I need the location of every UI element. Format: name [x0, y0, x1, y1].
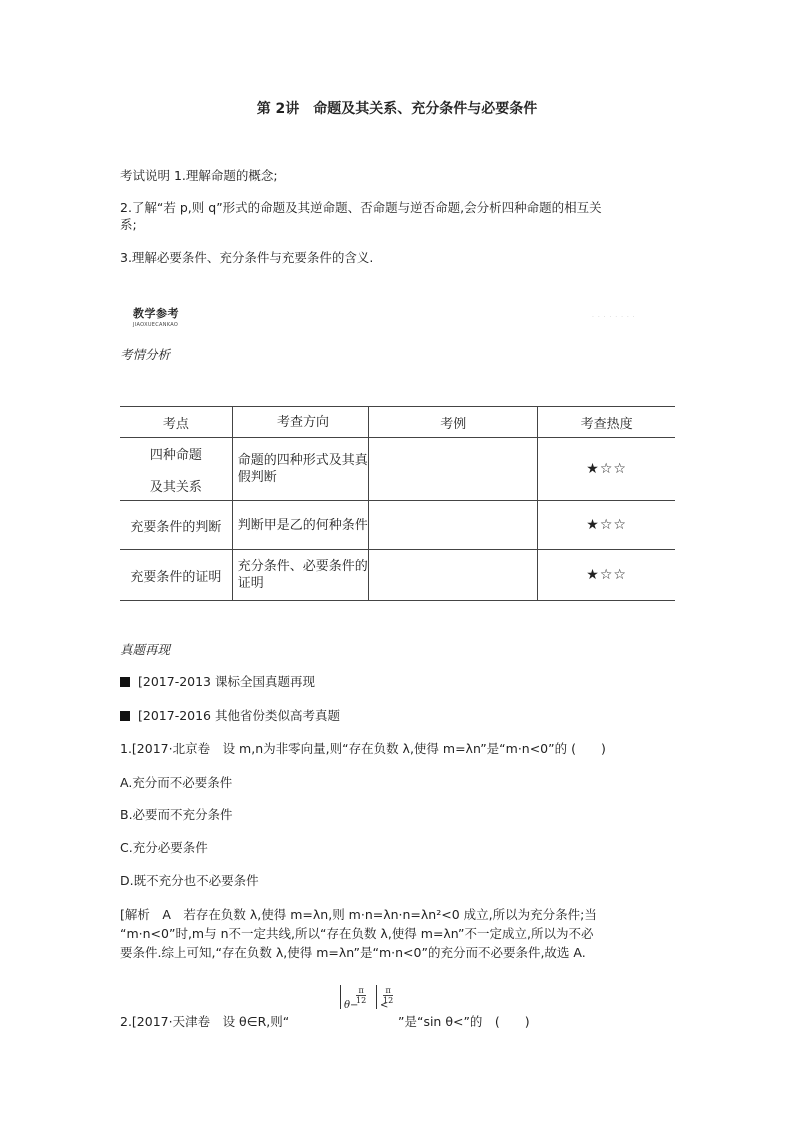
question-1-option-a: A.充分而不必要条件 [120, 775, 233, 790]
cell-example [369, 550, 538, 601]
square-bullet-icon [120, 677, 130, 687]
cell-heat: ★☆☆ [538, 501, 675, 550]
cell-direction: 命题的四种形式及其真假判断 [232, 438, 369, 501]
question-2-fraction-2: $\frac{\pi}{12}$ [383, 986, 394, 1005]
cell-example [369, 438, 538, 501]
exam-note-1: 考试说明 1.理解命题的概念; [120, 168, 278, 183]
abs-bar-left [340, 985, 341, 1009]
table-row [120, 550, 675, 601]
cell-heat: ★☆☆ [538, 550, 675, 601]
question-2-less-than: < [380, 1000, 389, 1011]
question-1-stem: 1.[2017·北京卷 设 m,n为非零向量,则“存在负数 λ,使得 m=λn”是“m·n<0”的 ( ) [120, 741, 606, 756]
page-title: 第 2讲 命题及其关系、充分条件与必要条件 [256, 101, 538, 117]
question-1-option-b: B.必要而不充分条件 [120, 807, 233, 822]
square-bullet-icon [120, 711, 130, 721]
question-2-theta: θ− [344, 1000, 359, 1011]
cell-direction: 判断甲是乙的何种条件 [232, 501, 369, 550]
exam-note-3: 3.理解必要条件、充分条件与充要条件的含义. [120, 250, 374, 265]
exam-note-2-cont: 系; [120, 217, 137, 232]
cell-direction: 充分条件、必要条件的证明 [232, 550, 369, 601]
header-direction: 考查方向 [232, 407, 369, 438]
question-1-analysis-l1: [解析 A 若存在负数 λ,使得 m=λn,则 m·n=λn·n=λn²<0 成立,所以为充分条件;当 [120, 907, 597, 922]
question-2-prefix: 2.[2017·天津卷 设 θ∈R,则“ [120, 1014, 290, 1029]
table-header-row [120, 407, 675, 438]
analysis-heading: 考情分析 [120, 347, 171, 362]
abs-bar-right [376, 985, 377, 1009]
exam-analysis-table [120, 406, 675, 601]
cell-point: 充要条件的证明 [120, 550, 232, 601]
header-point: 考点 [120, 407, 232, 438]
table-row [120, 501, 675, 550]
header-heat: 考查热度 [538, 407, 675, 438]
cell-example [369, 501, 538, 550]
bullet-item: [2017-2013 课标全国真题再现 [120, 672, 315, 690]
question-1-option-c: C.充分必要条件 [120, 840, 208, 855]
cell-heat: ★☆☆ [538, 438, 675, 501]
question-2-fraction-1: $\frac{\pi}{12}$ [356, 986, 367, 1005]
real-questions-heading: 真题再现 [120, 642, 171, 657]
exam-note-2: 2.了解“若 p,则 q”形式的命题及其逆命题、否命题与逆否命题,会分析四种命题的相互关 [120, 200, 602, 215]
bullet-item: [2017-2016 其他省份类似高考真题 [120, 706, 340, 724]
faint-text: · · · · · · · · [592, 314, 636, 321]
question-1-analysis-l2: “m·n<0”时,m与 n不一定共线,所以“存在负数 λ,使得 m=λn”不一定成立,所以为不必 [120, 926, 594, 941]
question-1-option-d: D.既不充分也不必要条件 [120, 873, 259, 888]
question-2-suffix: ”是“sin θ<”的 ( ) [398, 1014, 530, 1029]
cell-point: 充要条件的判断 [120, 501, 232, 550]
question-1-analysis-l3: 要条件.综上可知,“存在负数 λ,使得 m=λn”是“m·n<0”的充分而不必要条件,故选 A. [120, 945, 586, 960]
teaching-reference-logo: 教学参考 JIAOXUECANKAO [133, 307, 179, 328]
table-row [120, 438, 675, 501]
cell-point: 四种命题 及其关系 [120, 438, 232, 501]
header-example: 考例 [369, 407, 538, 438]
